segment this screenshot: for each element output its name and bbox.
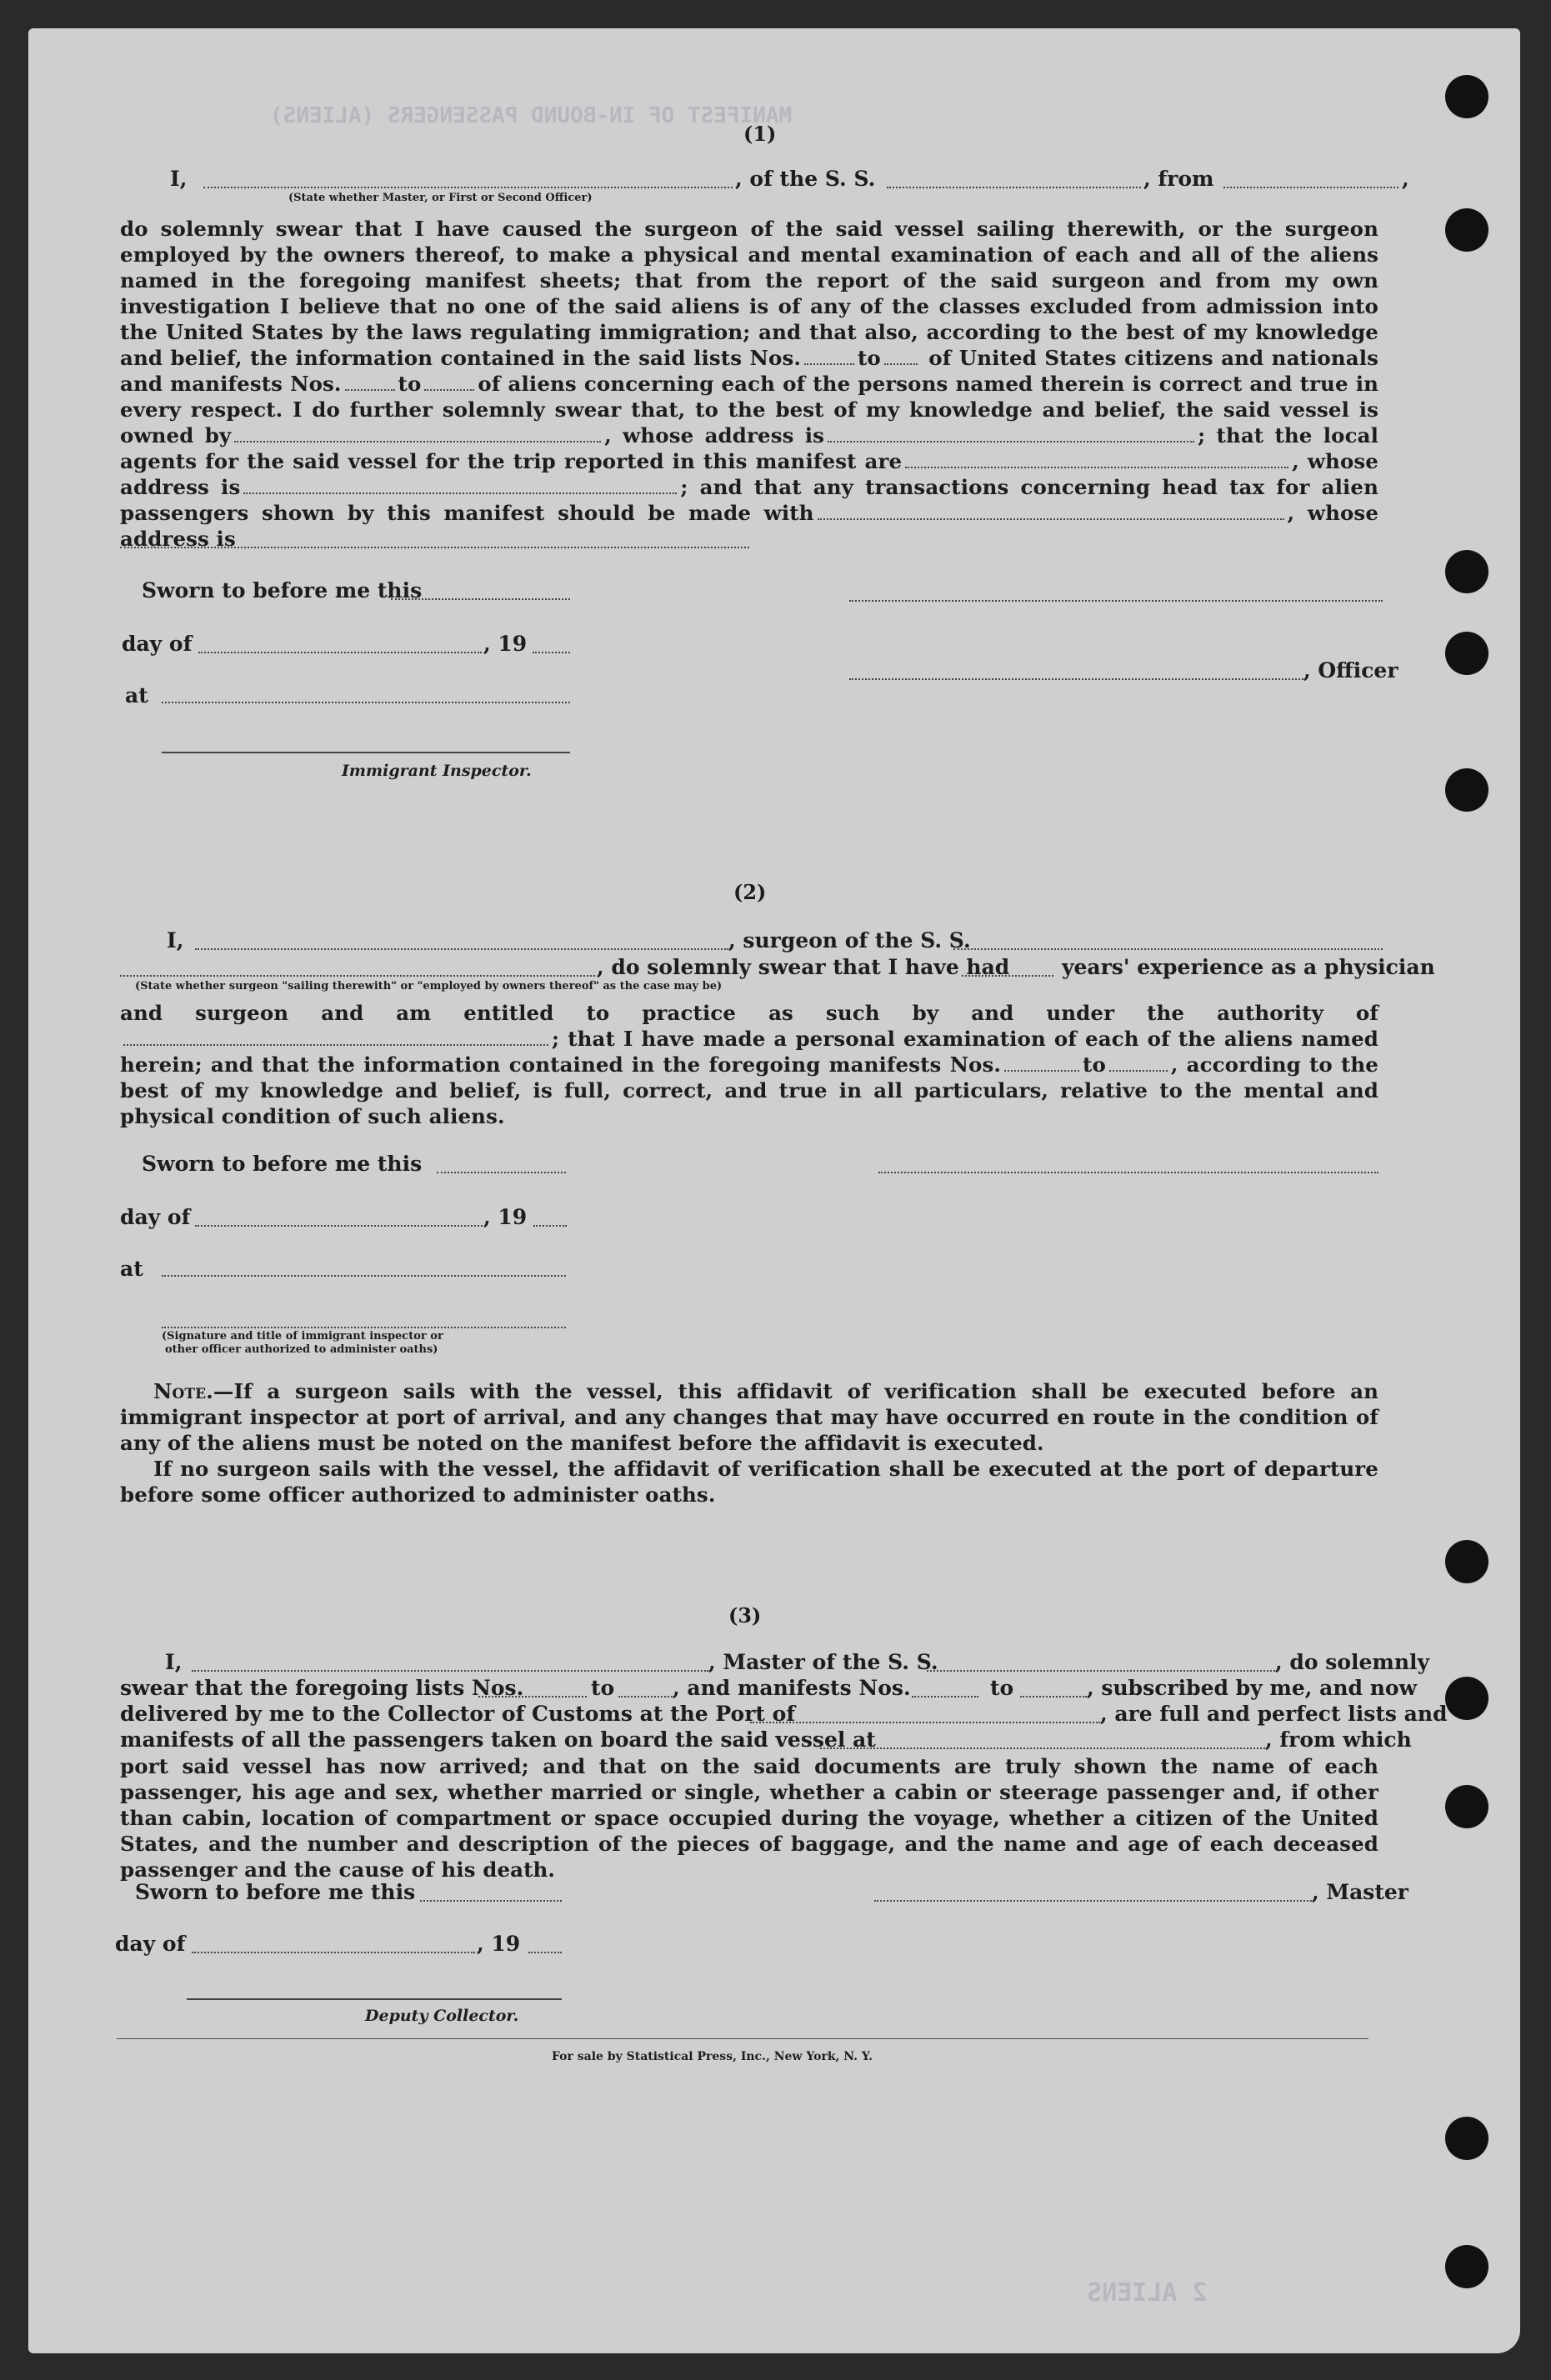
s3-port-blank	[750, 1722, 1100, 1723]
s2-note-label: Note.	[153, 1379, 213, 1403]
s2-surgeon-signature-blank	[878, 1172, 1378, 1173]
section-1-number: (1)	[743, 122, 777, 146]
s2-capacity-caption: (State whether surgeon "sailing therewith" or "employed by owners thereof" as the case may be)	[135, 980, 723, 992]
binder-hole	[1445, 75, 1488, 118]
s3-manifests-of: manifests of all the passengers taken on board the said vessel at	[120, 1728, 876, 1752]
bleed-through-stamp: 2 ALIENS	[1087, 2278, 1208, 2308]
s1-whose-address-2: whose address is	[120, 449, 1378, 499]
s3-i-label: I,	[165, 1650, 183, 1674]
s3-delivered: delivered by me to the Collector of Customs at the Port of	[120, 1702, 796, 1726]
binder-hole	[1445, 768, 1488, 812]
s1-whose-address: , whose address is	[604, 423, 825, 448]
s2-i-label: I,	[167, 928, 184, 952]
s3-day-of-label: day of	[115, 1932, 186, 1956]
binder-hole	[1445, 1540, 1488, 1583]
s2-surgeon-of-ss: , surgeon of the S. S.	[728, 928, 971, 952]
s3-master-label: , Master	[1312, 1880, 1408, 1904]
s3-master-signature-blank	[874, 1900, 1312, 1902]
s1-inspector-signature-line	[162, 752, 570, 753]
section-3-number: (3)	[728, 1603, 762, 1628]
s2-nineteen: , 19	[483, 1205, 528, 1229]
s3-manifests-from-blank	[912, 1696, 978, 1698]
s2-signature-caption-1: (Signature and title of immigrant inspector or	[162, 1330, 443, 1342]
s1-body-to: to	[858, 346, 881, 370]
s1-agents: that the local agents for the said vessel for the trip reported in this manifest are	[120, 423, 1378, 473]
section-2-number: (2)	[733, 880, 767, 904]
binder-hole	[1445, 2245, 1488, 2288]
s3-master-of-ss: , Master of the S. S.	[708, 1650, 938, 1674]
binder-hole	[1445, 2117, 1488, 2160]
s3-and-manifests: , and manifests Nos.	[673, 1676, 911, 1700]
binder-hole	[1445, 1677, 1488, 1720]
s3-lists-from-blank	[478, 1696, 587, 1698]
s1-body-text-3: of aliens concerning each of the persons named therein is correct and true in every respect. I do further solemnly swear that, to the best of my knowledge and belief, the said vessel is owned by	[120, 372, 1379, 448]
s2-solemnly-swear: , do solemnly swear that I have had	[597, 955, 1010, 979]
printer-footer: For sale by Statistical Press, Inc., New York, N. Y.	[552, 2050, 873, 2063]
s3-lists-to-blank	[618, 1696, 673, 1698]
s1-semicolon: ;	[1198, 423, 1206, 448]
s1-head-tax: ; and that any transactions concerning head tax for alien passengers shown by this manifest should be made with	[120, 475, 1378, 525]
s1-sworn-blank	[391, 598, 570, 600]
s1-address-continuation-blank	[120, 547, 749, 548]
s1-line1-end: ,	[1402, 167, 1409, 191]
s3-swear-lists: swear that the foregoing lists Nos.	[120, 1676, 524, 1700]
s1-year-blank	[533, 652, 570, 653]
s3-are-full: , are full and perfect lists and	[1100, 1702, 1448, 1726]
s1-from: , from	[1143, 167, 1214, 191]
s2-signature-caption-2: other officer authorized to administer oaths)	[165, 1343, 438, 1356]
s3-vessel-blank	[927, 1670, 1275, 1672]
s2-at-label: at	[120, 1257, 143, 1281]
s1-vessel-blank	[887, 187, 1141, 188]
s1-sworn-label: Sworn to before me this	[142, 578, 423, 602]
s1-officer-signature-blank	[849, 678, 1303, 680]
binder-hole	[1445, 550, 1488, 593]
binder-hole	[1445, 208, 1488, 252]
s1-comma: ,	[1292, 449, 1299, 473]
s3-body: port said vessel has now arrived; and that on the said documents are truly shown the name of each passenger, his age and sex, whether married or single, whether a cabin or steerage passenger and, if other than cabin, location of compartment or space occupied during the voyage, whether a citizen of the United States, and the number and description of the pieces of baggage, and the name and age of each deceased passenger and the cause of his death.	[120, 1754, 1378, 1882]
s2-body-c: , according to the best of my knowledge and belief, is full, correct, and true in all particulars, relative to the mental and physical condition of such aliens.	[120, 1052, 1378, 1128]
s2-capacity-blank	[120, 975, 595, 977]
s2-day-of-label: day of	[120, 1205, 191, 1229]
s3-do-solemnly: , do solemnly	[1275, 1650, 1430, 1674]
s3-year-blank	[528, 1952, 562, 1953]
s2-day-blank	[195, 1225, 483, 1227]
s3-nineteen: , 19	[477, 1932, 521, 1956]
s3-collector-caption: Deputy Collector.	[365, 2007, 519, 2025]
s3-to-1: to	[591, 1676, 615, 1700]
s2-years-blank	[962, 975, 1053, 977]
s3-from-which: , from which	[1265, 1728, 1412, 1752]
s1-at-blank	[162, 702, 570, 703]
s2-at-blank	[162, 1275, 566, 1277]
binder-hole	[1445, 632, 1488, 675]
s1-i-label: I,	[170, 167, 188, 191]
s3-master-blank	[192, 1670, 708, 1672]
s2-body-b: that I have made a personal examination of each of the aliens named herein; and that the information contained in the foregoing manifests Nos.	[120, 1027, 1378, 1077]
s3-subscribed: , subscribed by me, and now	[1087, 1676, 1418, 1700]
s2-sworn-label: Sworn to before me this	[142, 1152, 423, 1176]
footer-rule	[117, 2038, 1368, 2039]
s3-collector-signature-line	[187, 1998, 562, 2000]
document-page	[28, 28, 1520, 2353]
s2-name-blank	[195, 948, 728, 950]
s1-of-the-ss: , of the S. S.	[735, 167, 876, 191]
s3-embark-port-blank	[820, 1748, 1265, 1749]
s1-inspector-caption: Immigrant Inspector.	[342, 762, 532, 780]
bleed-through-heading: MANIFEST OF IN-BOUND PASSENGERS (ALIENS)	[270, 103, 793, 128]
s3-sworn-label: Sworn to before me this	[135, 1880, 416, 1904]
binder-hole	[1445, 1785, 1488, 1828]
s1-from-blank	[1223, 187, 1398, 188]
s3-to-2: to	[990, 1676, 1014, 1700]
s1-body-text-2: of United States citizens and nationals and manifests Nos.	[120, 346, 1379, 396]
s1-body-text: do solemnly swear that I have caused the surgeon of the said vessel sailing therewith, or the surgeon employed by the owners thereof, to make a physical and mental examination of each and all of the aliens named in the foregoing manifest sheets; that from the report of the said surgeon and from my own investigation I believe that no one of the said aliens is of any of the classes excluded from admission into the United States by the laws regulating immigration; and that also, according to the best of my knowledge and belief, the information contained in the said lists Nos.	[120, 217, 1378, 370]
s2-note-1	[120, 1378, 1378, 1456]
s2-note-1-text: —If a surgeon sails with the vessel, this affidavit of verification shall be executed before an immigrant inspector at port of arrival, and any changes that may have occurred en route in the condition of any of the aliens must be noted on the manifest before the affidavit is executed.	[120, 1379, 1378, 1455]
s2-body: and surgeon and am entitled to practice as such by and under the authority of; that I have made a personal examination of each of the aliens named herein; and that the information contained in the foregoing manifests Nos. to , according to the best of my knowledge and belief, is full, correct, and true in all particulars, relative to the mental and physical condition of such aliens.	[120, 1001, 1378, 1128]
s2-year-blank	[533, 1225, 567, 1227]
s1-nineteen: , 19	[483, 632, 528, 656]
s2-sworn-blank	[437, 1172, 566, 1173]
s1-at-label: at	[125, 683, 148, 708]
s2-note-2: If no surgeon sails with the vessel, the affidavit of verification shall be executed at the port of departure before some officer authorized to administer oaths.	[120, 1457, 1378, 1507]
s2-body-a: and surgeon and am entitled to practice as such by and under the authority of	[120, 1001, 1378, 1025]
s2-vessel-blank	[953, 948, 1383, 950]
s3-manifests-to-blank	[1020, 1696, 1087, 1698]
s1-officer-label: , Officer	[1303, 658, 1398, 682]
s1-officer-caption: (State whether Master, or First or Second Officer)	[288, 192, 593, 204]
s2-inspector-signature-blank	[162, 1327, 566, 1328]
s2-body-to: to	[1083, 1052, 1106, 1077]
s1-signature-blank	[849, 600, 1383, 602]
s1-whose-address-3: , whose address is	[120, 501, 1379, 551]
s1-day-of-label: day of	[122, 632, 193, 656]
s2-years-experience: years' experience as a physician	[1062, 955, 1435, 979]
s3-sworn-blank	[420, 1900, 562, 1902]
s1-day-blank	[198, 652, 482, 653]
s3-day-blank	[192, 1952, 475, 1953]
s1-officer-blank	[203, 187, 733, 188]
s1-body2-to: to	[398, 372, 422, 396]
s1-body	[120, 216, 1378, 552]
